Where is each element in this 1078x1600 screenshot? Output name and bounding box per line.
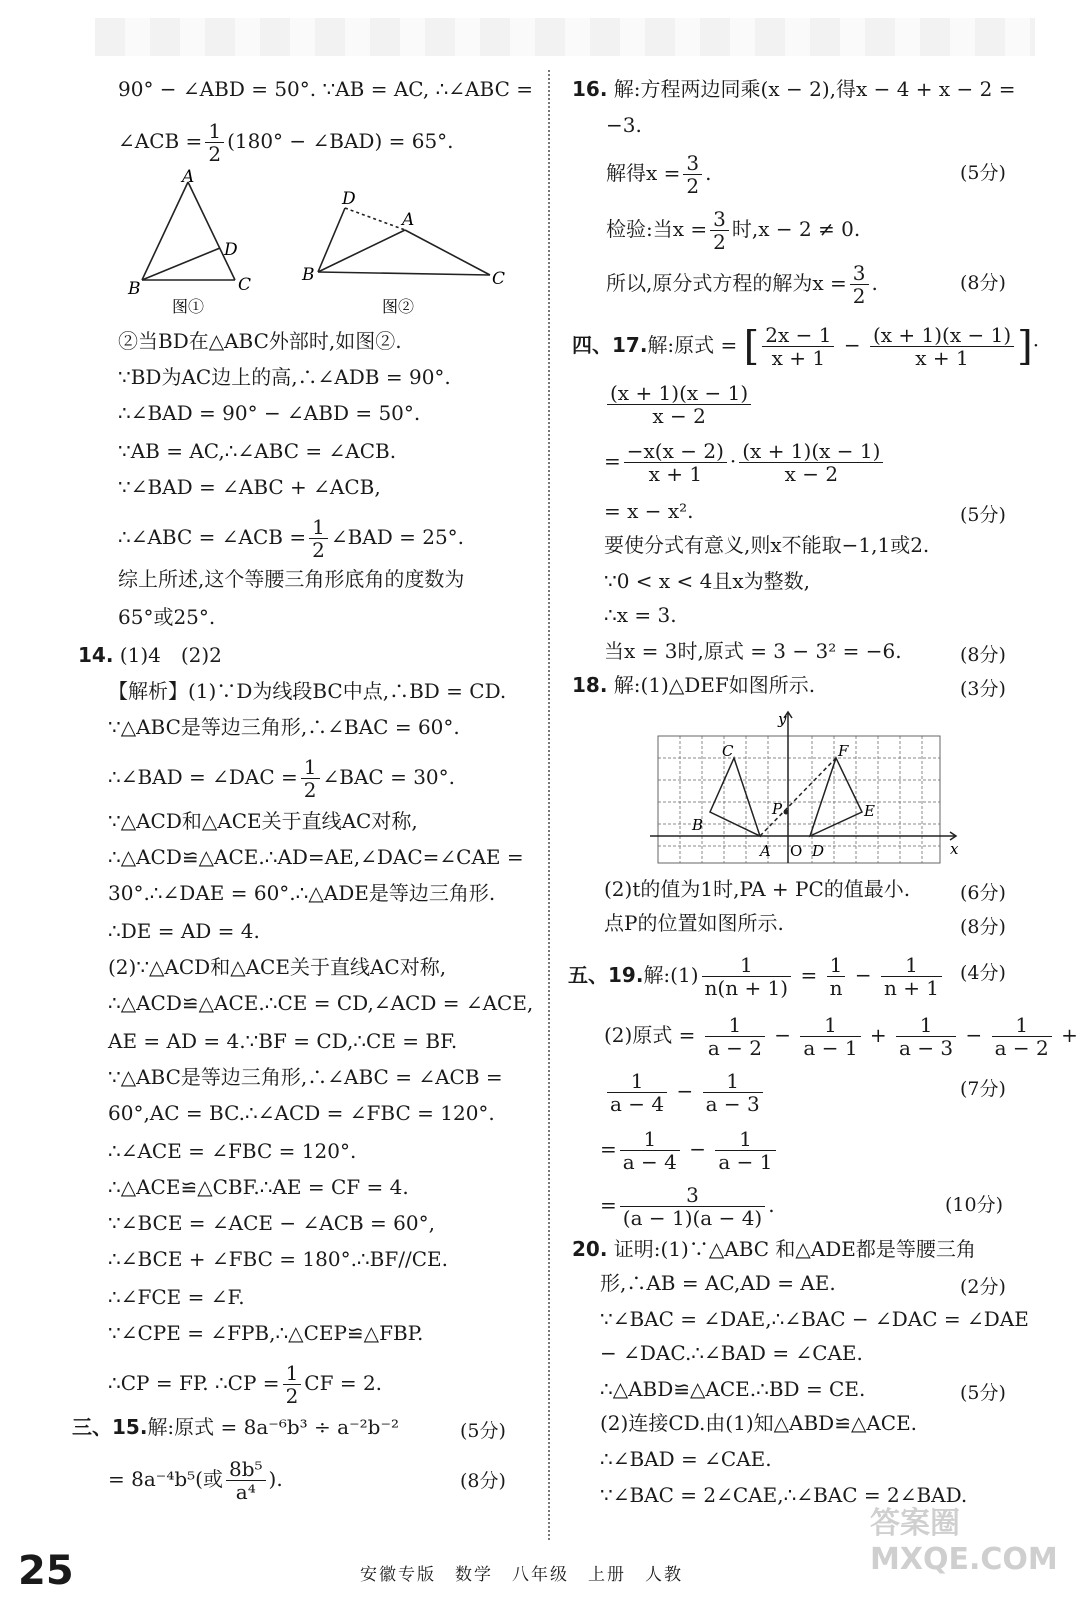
text-line: = $\frac{-x(x - 2)}{x + 1}$ · $\frac{(x + 1)(x - 1)}{x - 2}$	[604, 440, 886, 485]
text-line: ∴∠FCE = ∠F.	[108, 1285, 245, 1309]
text-line: 解得x = $\frac{3}{2}$ .	[606, 151, 712, 198]
text-line: $\frac{1}{a - 4}$ − $\frac{1}{a - 3}$	[604, 1070, 766, 1115]
score: (8分)	[960, 644, 1006, 666]
grid-label-e: E	[864, 802, 875, 820]
text-line: ∴∠ACE = ∠FBC = 120°.	[108, 1139, 357, 1163]
text-line: ∵∠BAD = ∠ABC + ∠ACB,	[118, 475, 381, 499]
text-line: ∵0 < x < 4且x为整数,	[604, 569, 811, 593]
text-line: ∵BD为AC边上的高,∴∠ADB = 90°.	[118, 365, 451, 389]
question-20: 20. 证明:(1)∵△ABC 和△ADE都是等腰三角	[572, 1237, 976, 1261]
triangle-figures	[120, 167, 520, 320]
score: (3分)	[960, 678, 1006, 700]
text-line: ∵∠BCE = ∠ACE − ∠ACB = 60°,	[108, 1211, 435, 1235]
grid-label-x: x	[950, 840, 959, 858]
text-line: ∴∠BAD = ∠CAE.	[600, 1447, 772, 1471]
text-line: AE = AD = 4.∵BF = CD,∴CE = BF.	[108, 1029, 458, 1053]
text-line: ∴△ACD≌△ACE.∴AD=AE,∠DAC=∠CAE =	[108, 845, 524, 869]
grid-label-b: B	[692, 816, 704, 834]
text-line: ∴∠BAD = 90° − ∠ABD = 50°.	[118, 401, 421, 425]
footer-text: 安徽专版 数学 八年级 上册 人教	[360, 1565, 683, 1585]
question-19: 五、19.解:(1) $\frac{1}{n(n + 1)}$ = $\frac{1}{n}$ − $\frac{1}{n + 1}$	[568, 954, 945, 999]
text-line: = $\frac{3}{(a - 1)(a - 4)}$ .	[600, 1183, 775, 1230]
score: (7分)	[960, 1078, 1006, 1100]
text-line: ∴DE = AD = 4.	[108, 919, 260, 943]
page-number: 25	[18, 1548, 74, 1594]
score: (5分)	[460, 1420, 506, 1442]
top-decorative-band	[95, 18, 1035, 56]
text-line: 当x = 3时,原式 = 3 − 3² = −6.	[604, 639, 902, 663]
fig2-label-d: D	[342, 189, 356, 209]
grid-label-d: D	[812, 842, 825, 860]
text-line: = 8a⁻⁴b⁵(或 $\frac{\text{8b⁵}}{\text{a⁴}}$ ).	[108, 1457, 283, 1504]
text-line: ∴△ACE≌△CBF.∴AE = CF = 4.	[108, 1175, 409, 1199]
fig2-label-c: C	[492, 269, 506, 289]
fig1-label-d: D	[224, 240, 238, 260]
question-17: 四、17.解:原式 = [ $\frac{2x - 1}{x + 1}$ − $\frac{(x + 1)(x - 1)}{x + 1}$ ]·	[572, 323, 1040, 370]
text-line: ∵△ABC是等边三角形,∴∠BAC = 60°.	[108, 715, 460, 739]
question-16: 16. 解:方程两边同乘(x − 2),得x − 4 + x − 2 =	[572, 77, 1016, 101]
fig1-label-c: C	[238, 275, 252, 295]
text-line: ∴△ACD≌△ACE.∴CE = CD,∠ACD = ∠ACE,	[108, 991, 534, 1015]
text-line: = x − x².	[604, 499, 694, 523]
grid-label-p: P	[772, 800, 783, 818]
figure-1	[142, 182, 235, 280]
score: (6分)	[960, 882, 1006, 904]
text-line: 形,∴AB = AC,AD = AE.	[600, 1271, 836, 1295]
score: (8分)	[960, 272, 1006, 294]
grid-label-o: O	[790, 842, 803, 860]
score: (4分)	[960, 962, 1006, 984]
text-line: ∴∠BCE + ∠FBC = 180°.∴BF//CE.	[108, 1247, 448, 1271]
text-line: 30°.∴∠DAE = 60°.∴△ADE是等边三角形.	[108, 881, 496, 905]
text-line: ∵∠BAC = 2∠CAE,∴∠BAC = 2∠BAD.	[600, 1483, 968, 1507]
score: (10分)	[945, 1194, 1004, 1216]
score: (2分)	[960, 1276, 1006, 1298]
text-line: 60°,AC = BC.∴∠ACD = ∠FBC = 120°.	[108, 1101, 495, 1125]
text-line: ∵△ABC是等边三角形,∴∠ABC = ∠ACB =	[108, 1065, 503, 1089]
text-line: 要使分式有意义,则x不能取−1,1或2.	[604, 533, 930, 557]
score: (8分)	[960, 916, 1006, 938]
question-15: 三、15.解:原式 = 8a⁻⁶b³ ÷ a⁻²b⁻²	[72, 1415, 400, 1439]
text-line: 【解析】(1)∵D为线段BC中点,∴BD = CD.	[108, 679, 507, 703]
text-line: ∵AB = AC,∴∠ABC = ∠ACB.	[118, 439, 397, 463]
text-line: 综上所述,这个等腰三角形底角的度数为	[118, 567, 465, 591]
question-18: 18. 解:(1)△DEF如图所示.	[572, 673, 816, 697]
grid-label-f: F	[838, 742, 849, 760]
text-line: 点P的位置如图所示.	[604, 911, 784, 935]
text-line: (2)连接CD.由(1)知△ABD≌△ACE.	[600, 1411, 918, 1435]
text-line: ∴△ABD≌△ACE.∴BD = CE.	[600, 1377, 866, 1401]
question-14: 14. (1)4 (2)2	[78, 643, 222, 667]
text-line: ∠ACB = $\frac{1}{2}$ (180° − ∠BAD) = 65°.	[118, 119, 454, 166]
text-line: ②当BD在△ABC外部时,如图②.	[118, 329, 402, 353]
text-line: (2)∵△ACD和△ACE关于直线AC对称,	[108, 955, 447, 979]
grid-label-y: y	[778, 710, 787, 728]
text-line: ∴∠ABC = ∠ACB = $\frac{1}{2}$ ∠BAD = 25°.	[118, 515, 465, 562]
coordinate-grid	[650, 708, 970, 868]
text-line: (2)原式 = $\frac{1}{a - 2}$ − $\frac{1}{a - 1}$ + $\frac{1}{a - 3}$ − $\frac{1}{a - 2}$ +	[604, 1013, 1078, 1060]
score: (5分)	[960, 1382, 1006, 1404]
text-line: ∵△ACD和△ACE关于直线AC对称,	[108, 809, 418, 833]
text-line: 所以,原分式方程的解为x = $\frac{3}{2}$ .	[606, 261, 878, 308]
text-line: 检验:当x = $\frac{3}{2}$ 时,x − 2 ≠ 0.	[606, 207, 861, 254]
text-line: ∴CP = FP. ∴CP = $\frac{1}{2}$ CF = 2.	[108, 1361, 383, 1408]
text-line: $\frac{(x + 1)(x - 1)}{x - 2}$	[604, 382, 754, 427]
score: (5分)	[960, 162, 1006, 184]
watermark-logo: 答案圈 MXQE.COM	[870, 1506, 1058, 1577]
text-line: 65°或25°.	[118, 605, 216, 629]
fig2-caption: 图②	[382, 297, 415, 316]
text-line: ∴∠BAD = ∠DAC = $\frac{1}{2}$ ∠BAC = 30°.	[108, 755, 456, 802]
score: (8分)	[460, 1470, 506, 1492]
text-line: −3.	[606, 113, 642, 137]
text-line: ∴x = 3.	[604, 603, 677, 627]
text-line: 90° − ∠ABD = 50°. ∵AB = AC, ∴∠ABC =	[118, 77, 533, 101]
fig2-label-b: B	[302, 265, 315, 285]
text-line: ∵∠CPE = ∠FPB,∴△CEP≌△FBP.	[108, 1321, 424, 1345]
fig1-label-a: A	[182, 167, 195, 187]
fig1-label-b: B	[128, 279, 141, 299]
text-line: = $\frac{1}{a - 4}$ − $\frac{1}{a - 1}$	[600, 1128, 779, 1173]
text-line: − ∠DAC.∴∠BAD = ∠CAE.	[600, 1341, 863, 1365]
grid-label-a: A	[760, 842, 771, 860]
fig1-caption: 图①	[172, 297, 205, 316]
page-footer	[0, 1540, 1067, 1600]
text-line: ∵∠BAC = ∠DAE,∴∠BAC − ∠DAC = ∠DAE	[600, 1307, 1029, 1331]
score: (5分)	[960, 504, 1006, 526]
column-divider	[548, 70, 550, 1540]
text-line: (2)t的值为1时,PA + PC的值最小.	[604, 877, 911, 901]
grid-label-c: C	[722, 742, 734, 760]
fig2-label-a: A	[402, 210, 415, 230]
